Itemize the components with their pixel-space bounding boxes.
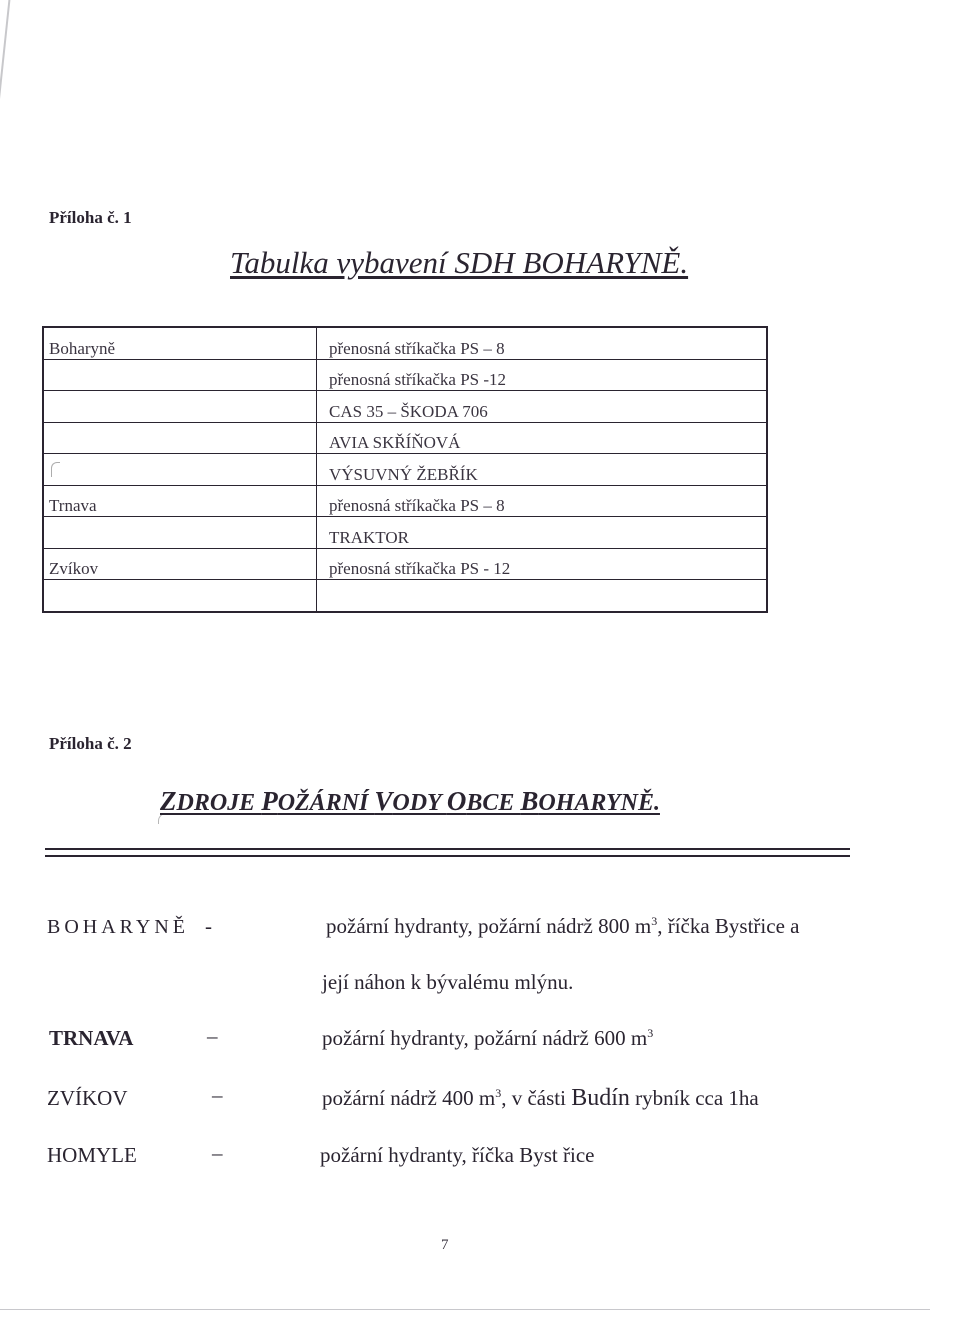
title-part: P	[261, 786, 278, 816]
equipment-cell: TRAKTOR	[317, 517, 768, 549]
title-part: V	[374, 786, 393, 816]
water-sources-title	[160, 786, 660, 817]
source-desc-zvikov: požární nádrž 400 $m^3$, v části Budín rybník cca 1ha	[322, 1085, 759, 1111]
place-cell	[43, 580, 317, 612]
source-place-zvikov: ZVÍKOV	[47, 1086, 128, 1110]
table-row	[43, 485, 767, 517]
appendix-1-label: Příloha č. 1	[49, 208, 132, 227]
source-desc-trnava: požární hydranty, požární nádrž 600 $m^3$	[322, 1026, 654, 1050]
title-part: ODY	[392, 790, 447, 816]
equipment-table-title: Tabulka vybavení SDH BOHARYNĚ.	[230, 245, 689, 280]
table-row	[43, 454, 767, 486]
place-cell	[43, 454, 317, 486]
scan-smudge	[51, 462, 60, 477]
source-place-trnava: TRNAVA	[49, 1026, 134, 1050]
source-place-boharyne: BOHARYNĚ	[47, 916, 190, 938]
place-cell	[43, 359, 317, 391]
place-cell	[43, 391, 317, 423]
equipment-cell	[317, 580, 768, 612]
equipment-table	[42, 326, 768, 613]
title-part: OHARYNĚ.	[538, 790, 660, 816]
source-dash: –	[212, 1083, 223, 1107]
place-cell: Trnava	[43, 485, 317, 517]
table-row	[43, 359, 767, 391]
scan-edge-artifact	[0, 0, 18, 160]
table-row	[43, 517, 767, 549]
title-part: DROJE	[176, 790, 262, 816]
table-row	[43, 580, 767, 612]
table-row	[43, 327, 767, 359]
source-dash: –	[212, 1141, 223, 1165]
source-place-homyle: HOMYLE	[47, 1143, 137, 1167]
source-dash: -	[205, 914, 212, 938]
divider-line	[45, 855, 850, 857]
equipment-cell: AVIA SKŘÍŇOVÁ	[317, 422, 768, 454]
equipment-cell: přenosná stříkačka PS – 8	[317, 327, 768, 359]
equipment-cell: CAS 35 – ŠKODA 706	[317, 391, 768, 423]
table-row	[43, 422, 767, 454]
source-desc-boharyne-line2: její náhon k bývalému mlýnu.	[322, 970, 574, 994]
place-cell	[43, 422, 317, 454]
title-part: OŽÁRNÍ	[277, 790, 375, 816]
place-cell: Zvíkov	[43, 548, 317, 580]
equipment-cell: VÝSUVNÝ ŽEBŘÍK	[317, 454, 768, 486]
title-part: O	[446, 786, 467, 816]
title-part: Z	[160, 786, 177, 816]
equipment-cell: přenosná stříkačka PS – 8	[317, 485, 768, 517]
source-desc-boharyne: požární hydranty, požární nádrž 800 $m^3$, říčka Bystřice a	[326, 914, 800, 938]
appendix-2-label: Příloha č. 2	[49, 734, 132, 753]
equipment-cell: přenosná stříkačka PS - 12	[317, 548, 768, 580]
table-row	[43, 548, 767, 580]
table-row	[43, 391, 767, 423]
source-dash: –	[207, 1024, 218, 1048]
title-part: B	[520, 786, 539, 816]
source-desc-homyle: požární hydranty, říčka Byst řice	[320, 1143, 595, 1167]
place-cell: Boharyně	[43, 327, 317, 359]
place-cell	[43, 517, 317, 549]
scan-bottom-edge	[0, 1309, 930, 1310]
page-number: 7	[441, 1237, 449, 1253]
equipment-cell: přenosná stříkačka PS -12	[317, 359, 768, 391]
divider-line	[45, 848, 850, 850]
title-part: BCE	[466, 790, 521, 816]
